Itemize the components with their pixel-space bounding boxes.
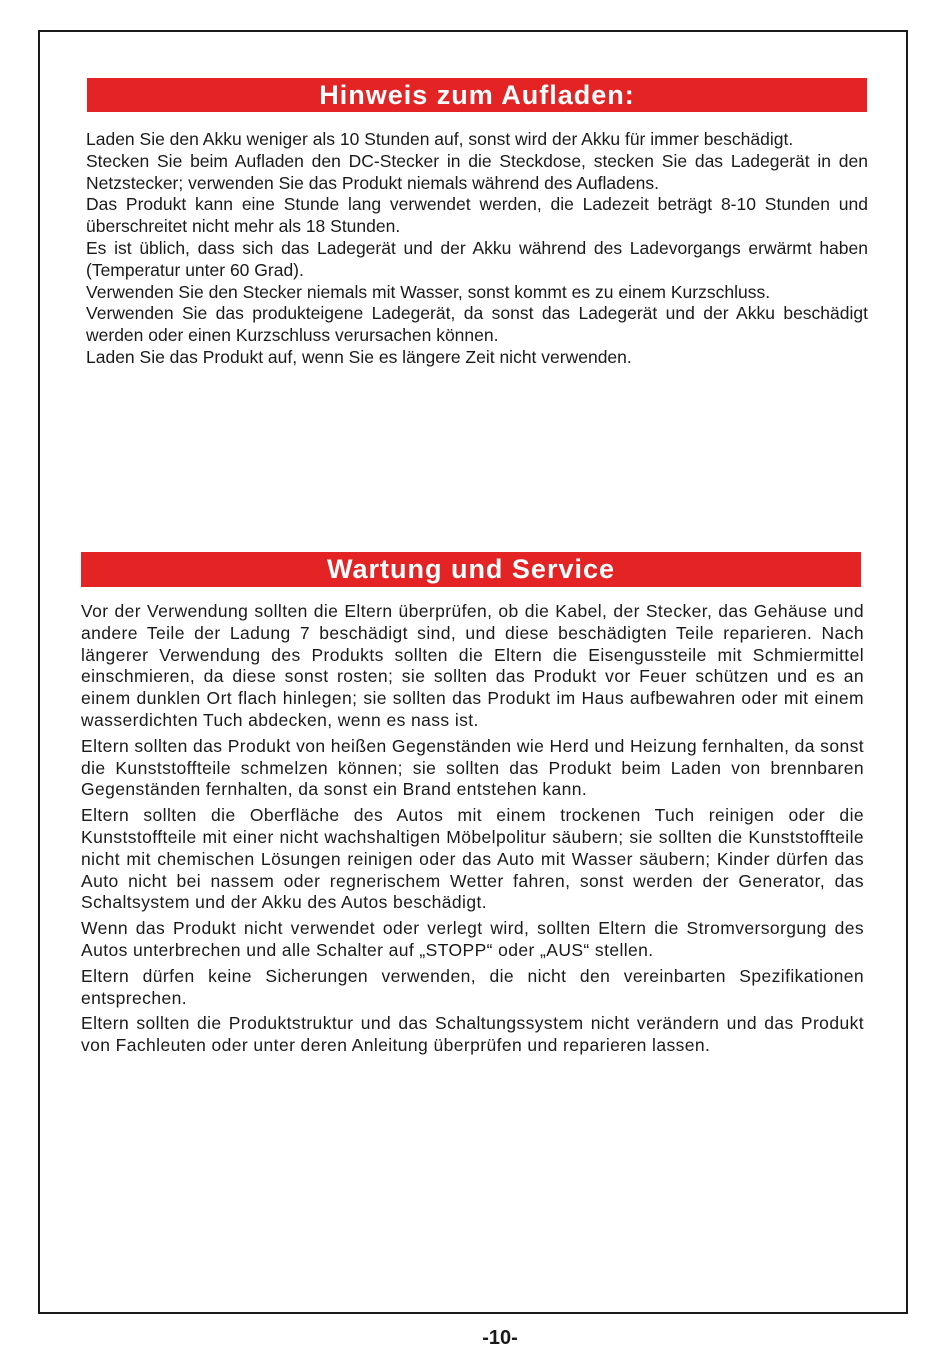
maintenance-paragraph-1: Vor der Verwendung sollten die Eltern überprüfen, ob die Kabel, der Stecker, das Gehäuse und andere Teile der Ladung 7 beschädigt sind, und diese beschädigten Teile reparieren. Nach längerer Verwendung des Produkts sollten die Eltern die Eisengussteile mit Schmiermittel einschmieren, da diese sonst rosten; sie sollten das Produkt vor Feuer schützen und es an einem dunklen Ort flach hinlegen; sie sollten das Produkt im Haus aufbewahren oder mit einem wasserdichten Tuch abdecken, wenn es nass ist. — [81, 601, 864, 730]
charging-paragraph-5: Verwenden Sie den Stecker niemals mit Wasser, sonst kommt es zu einem Kurzschluss. — [86, 281, 771, 302]
maintenance-paragraph-4: Wenn das Produkt nicht verwendet oder verlegt wird, sollten Eltern die Stromversorgung des Autos unterbrechen und alle Schalter auf „STOPP“ oder „AUS“ stellen. — [81, 918, 864, 960]
maintenance-paragraph-6: Eltern sollten die Produktstruktur und das Schaltungssystem nicht verändern und das Produkt von Fachleuten oder unter deren Anleitung überprüfen und reparieren lassen. — [81, 1013, 864, 1056]
maintenance-heading: Wartung und Service — [81, 552, 861, 587]
page-number: -10- — [482, 1327, 518, 1349]
charging-paragraph-1: Laden Sie den Akku weniger als 10 Stunden auf, sonst wird der Akku für immer beschädigt. — [86, 129, 794, 149]
charging-paragraph-2: Stecken Sie beim Aufladen den DC-Stecker in die Steckdose, stecken Sie das Ladegerät in den Netzstecker; verwenden Sie das Produkt niemals während des Aufladens. — [86, 150, 868, 193]
maintenance-paragraph-3: Eltern sollten die Oberfläche des Autos mit einem trockenen Tuch reinigen oder die Kunststoffteile mit einer nicht wachshaltigen Möbelpolitur säubern; sie sollten die Kunststoffteile nicht mit chemischen Lösungen reinigen oder das Auto mit Wasser säubern; Kinder dürfen das Auto nicht bei nassem oder regnerischem Wetter fahren, sonst werden der Generator, das Schaltsystem und der Akku des Autos beschädigt. — [81, 805, 864, 913]
charging-paragraph-4: Es ist üblich, dass sich das Ladegerät und der Akku während des Ladevorgangs erwärmt haben (Temperatur unter 60 Grad). — [86, 237, 868, 280]
maintenance-section — [81, 601, 864, 1061]
charging-section — [86, 129, 868, 369]
charging-paragraph-3: Das Produkt kann eine Stunde lang verwendet werden, die Ladezeit beträgt 8-10 Stunden und überschreitet nicht mehr als 18 Stunden. — [86, 194, 868, 237]
charging-paragraph-7: Laden Sie das Produkt auf, wenn Sie es längere Zeit nicht verwenden. — [86, 346, 632, 367]
maintenance-paragraph-5: Eltern dürfen keine Sicherungen verwenden, die nicht den vereinbarten Spezifikationen entsprechen. — [81, 965, 864, 1008]
charging-paragraph-6: Verwenden Sie das produkteigene Ladegerät, da sonst das Ladegerät und der Akku beschädigt werden oder einen Kurzschluss verursachen können. — [86, 303, 868, 346]
maintenance-paragraph-2: Eltern sollten das Produkt von heißen Gegenständen wie Herd und Heizung fernhalten, da sonst die Kunststoffteile schmelzen können; sie sollten das Produkt beim Laden von brennbaren Gegenständen fernhalten, da sonst ein Brand entstehen kann. — [81, 735, 864, 800]
charging-heading: Hinweis zum Aufladen: — [87, 78, 867, 112]
